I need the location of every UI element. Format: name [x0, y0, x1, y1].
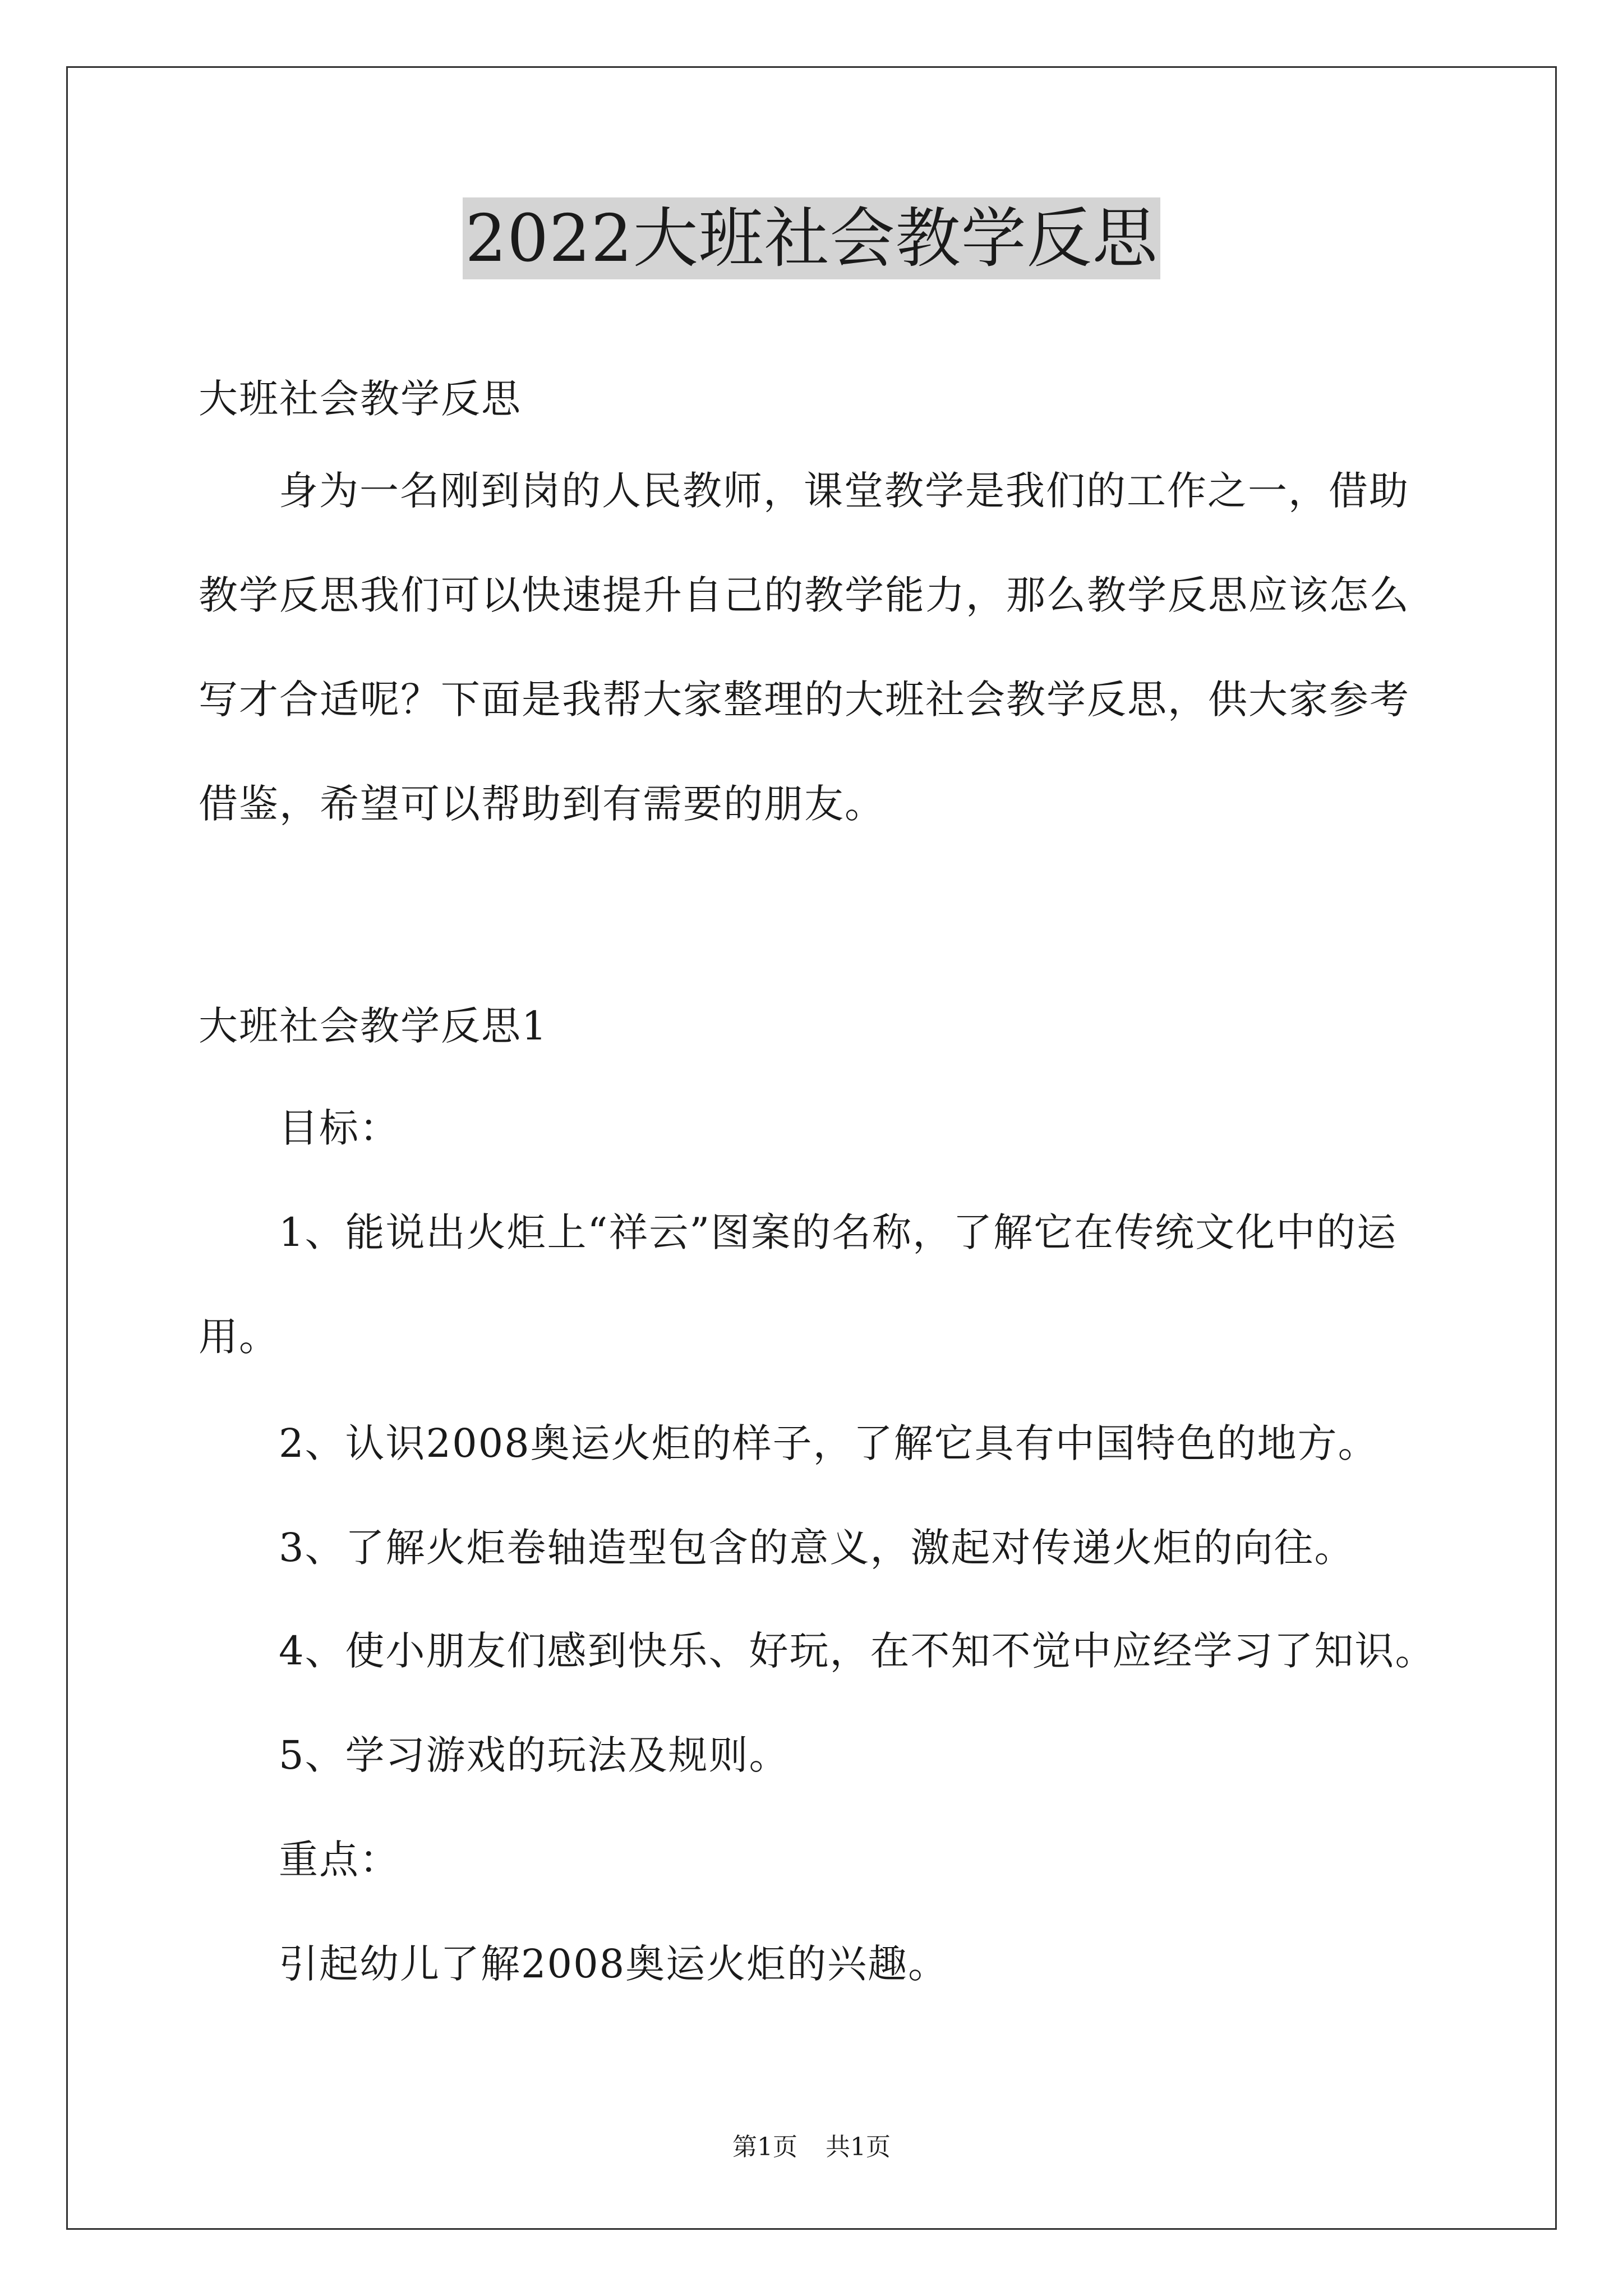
goal-4: 4、使小朋友们感到快乐、好玩，在不知不觉中应经学习了知识。 [279, 1628, 1436, 1674]
goal-5: 5、学习游戏的玩法及规则。 [279, 1732, 790, 1778]
focus-label: 重点： [279, 1837, 400, 1883]
intro-line-2: 教学反思我们可以快速提升自己的教学能力，那么教学反思应该怎么 [199, 572, 1410, 618]
document-title: 2022大班社会教学反思 [463, 197, 1160, 279]
title-container [0, 197, 1623, 279]
goal-1-line-2: 用。 [199, 1314, 279, 1360]
intro-line-4: 借鉴，希望可以帮助到有需要的朋友。 [199, 781, 885, 827]
intro-line-1: 身为一名刚到岗的人民教师，课堂教学是我们的工作之一，借助 [279, 468, 1409, 514]
goal-2: 2、认识2008奥运火炬的样子，了解它具有中国特色的地方。 [279, 1420, 1378, 1466]
page-number-total: 共1页 [826, 2133, 891, 2161]
page-number-current: 第1页 [732, 2133, 797, 2161]
goal-3: 3、了解火炬卷轴造型包含的意义，激起对传递火炬的向往。 [279, 1525, 1355, 1571]
intro-line-3: 写才合适呢？下面是我帮大家整理的大班社会教学反思，供大家参考 [199, 677, 1410, 723]
section-heading: 大班社会教学反思1 [199, 1003, 548, 1049]
focus-text: 引起幼儿了解2008奥运火炬的兴趣。 [279, 1941, 949, 1987]
goals-label: 目标： [279, 1105, 400, 1151]
document-subtitle: 大班社会教学反思 [199, 376, 522, 422]
page-footer [0, 2131, 1623, 2164]
goal-1-line-1: 1、能说出火炬上“祥云”图案的名称，了解它在传统文化中的运 [279, 1209, 1398, 1255]
